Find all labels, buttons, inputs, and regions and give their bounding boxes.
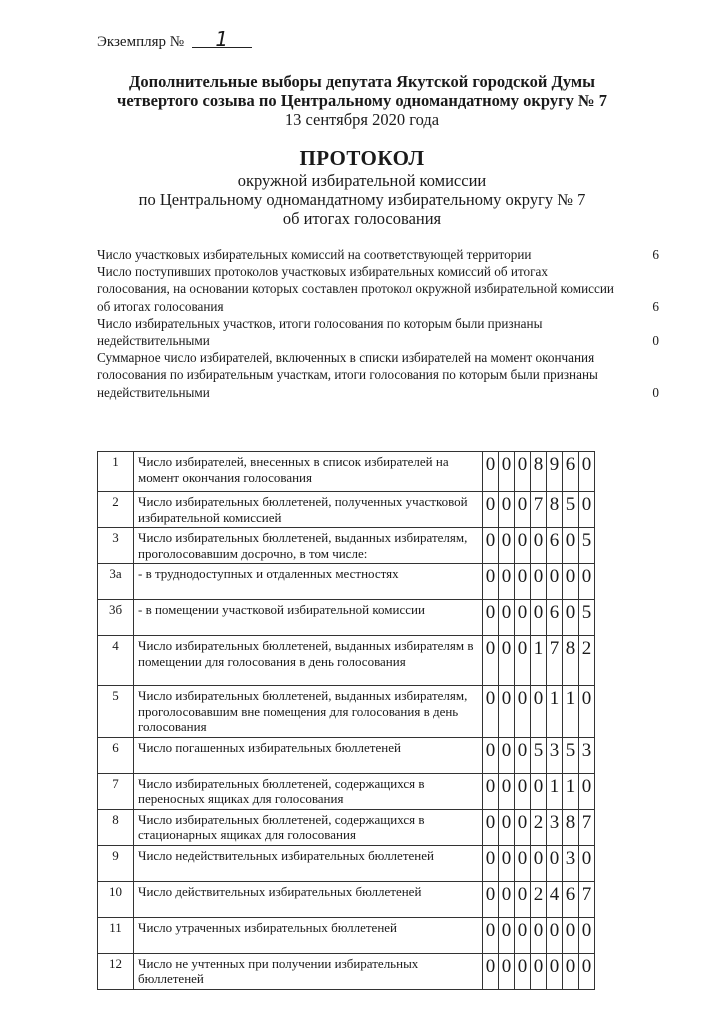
digit-cell: 0 — [499, 845, 515, 881]
digit-cell: 0 — [499, 600, 515, 636]
digit-cell: 6 — [563, 452, 579, 492]
digit-cell: 1 — [547, 773, 563, 809]
digit-cell: 3 — [579, 737, 595, 773]
digit-cell: 0 — [499, 452, 515, 492]
digit-cell: 0 — [515, 492, 531, 528]
row-number: 1 — [98, 452, 134, 492]
row-number: 7 — [98, 773, 134, 809]
summary-text: Число поступивших протоколов участковых избирательных комиссий об итогах голосования, на основании которых составлен протокол окружной избирательной комиссии об итогах голосования — [97, 264, 614, 314]
summary-value: 6 — [652, 247, 659, 262]
digit-cell: 5 — [579, 600, 595, 636]
digit-cell: 0 — [499, 737, 515, 773]
copy-label: Экземпляр № — [97, 34, 185, 50]
row-number: 8 — [98, 809, 134, 845]
digit-cell: 0 — [579, 845, 595, 881]
digit-cell: 8 — [563, 636, 579, 686]
digit-cell: 0 — [515, 528, 531, 564]
summary-value: 0 — [652, 333, 659, 349]
row-number: 9 — [98, 845, 134, 881]
row-description: Число недействительных избирательных бюллетеней — [134, 845, 483, 881]
table-row — [98, 881, 595, 917]
digit-cell: 7 — [579, 809, 595, 845]
digit-cell: 3 — [547, 809, 563, 845]
row-number: 3а — [98, 564, 134, 600]
digit-cell: 0 — [579, 452, 595, 492]
digit-cell: 0 — [563, 917, 579, 953]
digit-cell: 7 — [547, 636, 563, 686]
digit-cell: 0 — [499, 881, 515, 917]
row-number: 10 — [98, 881, 134, 917]
digit-cell: 5 — [579, 528, 595, 564]
row-description: Число избирательных бюллетеней, выданных избирателям, проголосовавшим вне помещения для голосования в день голосования — [134, 686, 483, 738]
digit-cell: 5 — [531, 737, 547, 773]
digit-cell: 2 — [531, 809, 547, 845]
digit-cell: 0 — [531, 600, 547, 636]
digit-cell: 1 — [547, 686, 563, 738]
digit-cell: 6 — [547, 600, 563, 636]
digit-cell: 0 — [547, 564, 563, 600]
copy-number-line — [97, 27, 252, 51]
summary-section — [97, 246, 659, 401]
row-number: 3 — [98, 528, 134, 564]
results-table — [97, 451, 595, 990]
digit-cell: 0 — [483, 773, 499, 809]
summary-text: Суммарное число избирателей, включенных в списки избирателей на момент окончания голосования по избирательным участкам, итоги голосования по которым были признаны недействительными — [97, 350, 598, 400]
digit-cell: 2 — [579, 636, 595, 686]
digit-cell: 0 — [579, 917, 595, 953]
protocol-line-3: об итогах голосования — [282, 209, 442, 228]
digit-cell: 9 — [547, 452, 563, 492]
summary-text: Число участковых избирательных комиссий на соответствующей территории — [97, 247, 532, 262]
election-date: 13 сентября 2020 года — [284, 110, 440, 129]
digit-cell: 1 — [563, 773, 579, 809]
row-description: Число действительных избирательных бюллетеней — [134, 881, 483, 917]
digit-cell: 0 — [579, 773, 595, 809]
row-description: Число утраченных избирательных бюллетеней — [134, 917, 483, 953]
header-line-1: Дополнительные выборы депутата Якутской городской Думы — [128, 72, 596, 91]
digit-cell: 0 — [483, 636, 499, 686]
table-row — [98, 600, 595, 636]
row-description: Число избирательных бюллетеней, содержащихся в стационарных ящиках для голосования — [134, 809, 483, 845]
digit-cell: 0 — [499, 492, 515, 528]
summary-item — [97, 349, 659, 401]
digit-cell: 5 — [563, 492, 579, 528]
table-row — [98, 737, 595, 773]
row-number: 6 — [98, 737, 134, 773]
row-number: 12 — [98, 953, 134, 989]
digit-cell: 4 — [547, 881, 563, 917]
summary-item — [97, 315, 659, 349]
digit-cell: 7 — [579, 881, 595, 917]
digit-cell: 2 — [531, 881, 547, 917]
digit-cell: 0 — [531, 917, 547, 953]
digit-cell: 0 — [499, 528, 515, 564]
row-description: - в помещении участковой избирательной комиссии — [134, 600, 483, 636]
table-row — [98, 845, 595, 881]
table-row — [98, 492, 595, 528]
row-description: Число избирательных бюллетеней, выданных избирателям, проголосовавшим досрочно, в том числе: — [134, 528, 483, 564]
digit-cell: 0 — [483, 881, 499, 917]
row-number: 11 — [98, 917, 134, 953]
digit-cell: 0 — [531, 773, 547, 809]
digit-cell: 0 — [515, 600, 531, 636]
digit-cell: 6 — [547, 528, 563, 564]
digit-cell: 0 — [579, 564, 595, 600]
digit-cell: 0 — [483, 953, 499, 989]
summary-item — [97, 263, 659, 315]
digit-cell: 0 — [483, 917, 499, 953]
digit-cell: 0 — [483, 809, 499, 845]
digit-cell: 0 — [579, 686, 595, 738]
header-line-2: четвертого созыва по Центральному одномандатному округу № 7 — [117, 91, 607, 110]
digit-cell: 0 — [499, 809, 515, 845]
digit-cell: 3 — [547, 737, 563, 773]
digit-cell: 0 — [563, 953, 579, 989]
table-row — [98, 528, 595, 564]
digit-cell: 0 — [499, 953, 515, 989]
row-description: Число погашенных избирательных бюллетеней — [134, 737, 483, 773]
digit-cell: 0 — [563, 528, 579, 564]
digit-cell: 0 — [515, 686, 531, 738]
digit-cell: 3 — [563, 845, 579, 881]
table-row — [98, 686, 595, 738]
digit-cell: 8 — [531, 452, 547, 492]
digit-cell: 0 — [499, 917, 515, 953]
digit-cell: 0 — [515, 953, 531, 989]
digit-cell: 0 — [563, 564, 579, 600]
summary-text: Число избирательных участков, итоги голосования по которым были признаны недействительными — [97, 315, 543, 349]
table-row — [98, 452, 595, 492]
protocol-line-1: окружной избирательной комиссии — [237, 171, 487, 190]
digit-cell: 0 — [547, 917, 563, 953]
digit-cell: 0 — [515, 881, 531, 917]
digit-cell: 0 — [531, 953, 547, 989]
summary-value: 0 — [652, 384, 659, 400]
digit-cell: 0 — [499, 564, 515, 600]
digit-cell: 0 — [531, 564, 547, 600]
row-description: - в труднодоступных и отдаленных местностях — [134, 564, 483, 600]
digit-cell: 0 — [515, 564, 531, 600]
summary-value: 6 — [652, 298, 659, 314]
table-row — [98, 636, 595, 686]
election-header — [0, 72, 724, 129]
table-row — [98, 773, 595, 809]
digit-cell: 0 — [483, 492, 499, 528]
digit-cell: 0 — [531, 528, 547, 564]
row-description: Число не учтенных при получении избирательных бюллетеней — [134, 953, 483, 989]
digit-cell: 0 — [483, 737, 499, 773]
digit-cell: 0 — [515, 452, 531, 492]
digit-cell: 0 — [515, 845, 531, 881]
row-description: Число избирателей, внесенных в список избирателей на момент окончания голосования — [134, 452, 483, 492]
table-row — [98, 564, 595, 600]
digit-cell: 8 — [563, 809, 579, 845]
row-description: Число избирательных бюллетеней, выданных избирателям в помещении для голосования в день голосования — [134, 636, 483, 686]
digit-cell: 8 — [547, 492, 563, 528]
copy-number: 1 — [192, 31, 252, 48]
digit-cell: 0 — [563, 600, 579, 636]
summary-item — [97, 246, 659, 263]
digit-cell: 0 — [515, 917, 531, 953]
digit-cell: 0 — [515, 809, 531, 845]
digit-cell: 6 — [563, 881, 579, 917]
digit-cell: 0 — [483, 528, 499, 564]
digit-cell: 0 — [579, 492, 595, 528]
digit-cell: 0 — [483, 686, 499, 738]
digit-cell: 0 — [499, 686, 515, 738]
digit-cell: 0 — [483, 845, 499, 881]
digit-cell: 0 — [483, 600, 499, 636]
table-row — [98, 809, 595, 845]
digit-cell: 1 — [563, 686, 579, 738]
protocol-title: ПРОТОКОЛ — [299, 146, 425, 170]
row-description: Число избирательных бюллетеней, содержащихся в переносных ящиках для голосования — [134, 773, 483, 809]
digit-cell: 0 — [547, 953, 563, 989]
digit-cell: 0 — [531, 845, 547, 881]
row-number: 4 — [98, 636, 134, 686]
digit-cell: 7 — [531, 492, 547, 528]
table-row — [98, 953, 595, 989]
row-number: 5 — [98, 686, 134, 738]
digit-cell: 0 — [515, 773, 531, 809]
row-description: Число избирательных бюллетеней, полученных участковой избирательной комиссией — [134, 492, 483, 528]
digit-cell: 0 — [515, 737, 531, 773]
digit-cell: 0 — [483, 564, 499, 600]
digit-cell: 0 — [547, 845, 563, 881]
digit-cell: 5 — [563, 737, 579, 773]
digit-cell: 1 — [531, 636, 547, 686]
digit-cell: 0 — [515, 636, 531, 686]
digit-cell: 0 — [483, 452, 499, 492]
protocol-line-2: по Центральному одномандатному избирательному округу № 7 — [138, 190, 586, 209]
digit-cell: 0 — [499, 773, 515, 809]
row-number: 2 — [98, 492, 134, 528]
digit-cell: 0 — [531, 686, 547, 738]
row-number: 3б — [98, 600, 134, 636]
digit-cell: 0 — [499, 636, 515, 686]
digit-cell: 0 — [579, 953, 595, 989]
protocol-heading — [0, 145, 724, 228]
table-row — [98, 917, 595, 953]
